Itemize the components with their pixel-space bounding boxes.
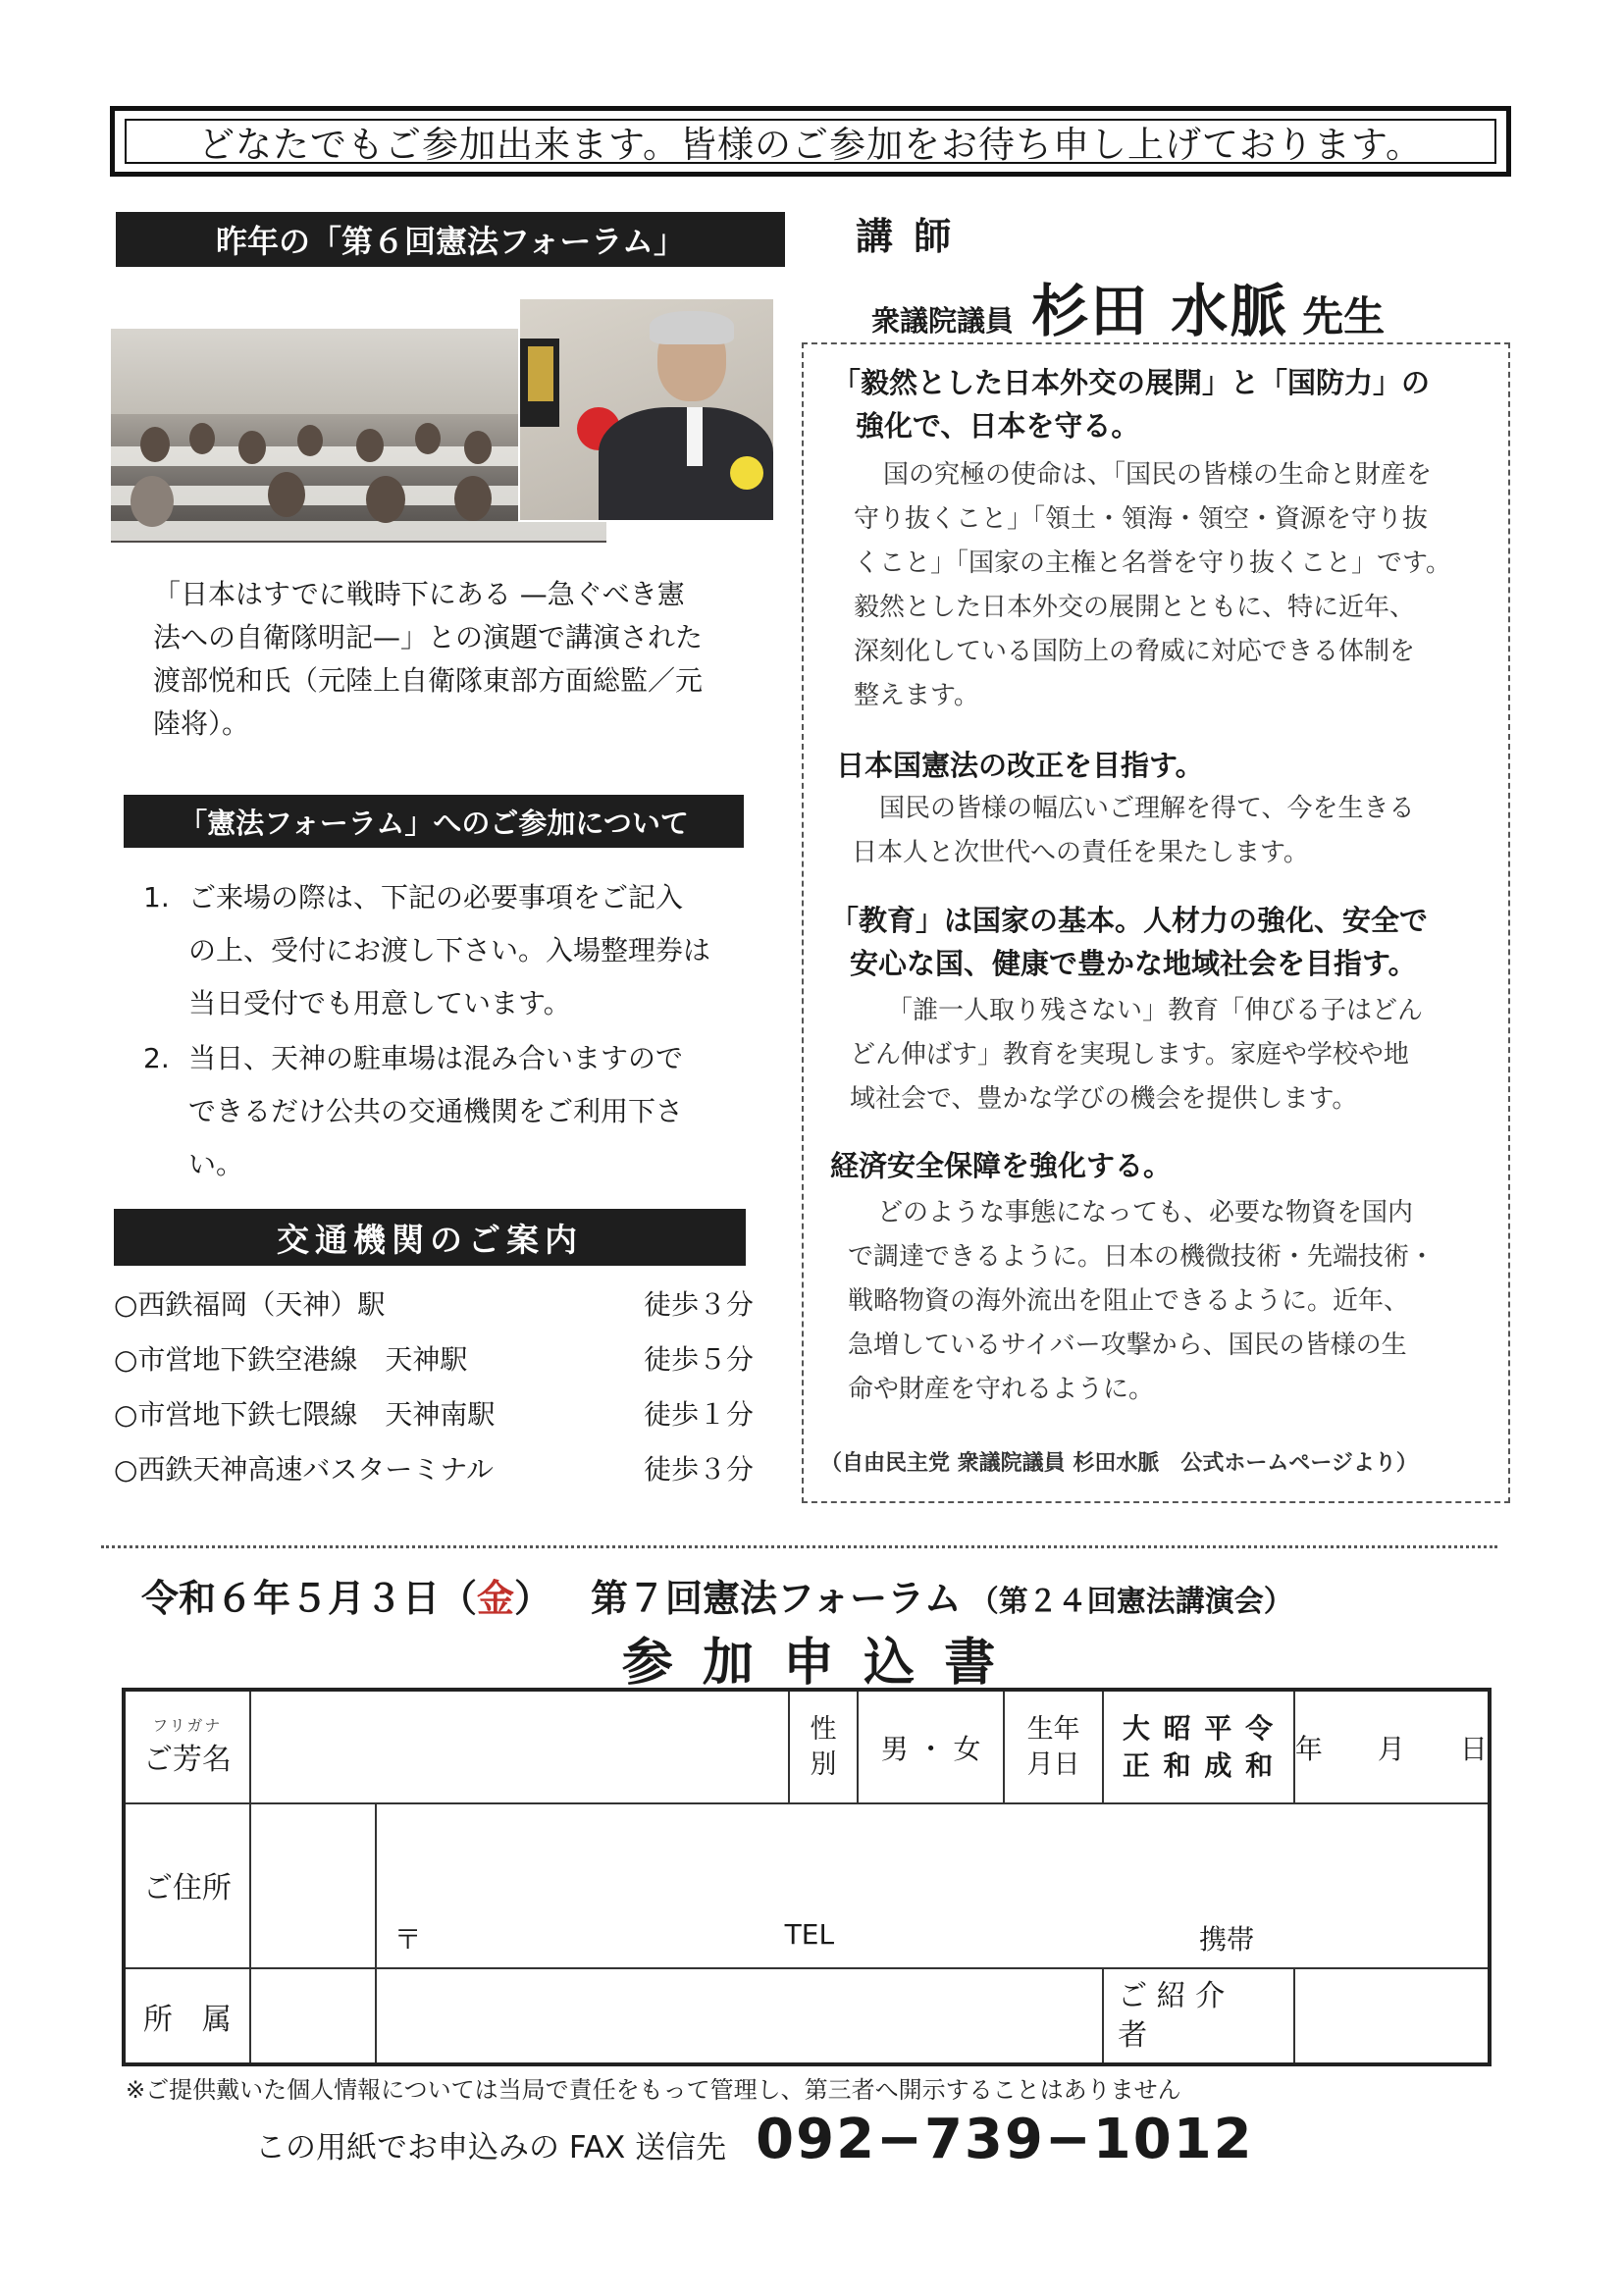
address-input-cell[interactable] [376,1803,1490,1968]
sex-label: 性 [810,1713,837,1745]
affiliation-label-cell [124,1968,250,2064]
fax-number: 092−739−1012 [756,2108,1254,2171]
policy-body-line: 「誰一人取り残さない」教育「伸びる子はどん [887,996,1424,1025]
policy-section [830,1144,1503,1412]
policy-body-line: どのような事態になっても、必要な物資を国内 [877,1198,1414,1227]
speaker-photo [518,297,775,522]
birthdate-cell[interactable] [1294,1690,1490,1803]
address-blank-cell[interactable] [250,1803,376,1968]
sex-options-cell[interactable] [858,1690,1004,1803]
event-subtitle: （第２４回憲法講演会） [969,1585,1293,1619]
participation-item [137,1032,785,1191]
affiliation-label: 所 属 [142,2002,232,2037]
fax-line [255,2108,1254,2171]
address-label: ご住所 [142,1871,232,1905]
policy-body-line: 毅然とした日本外交の展開とともに、特に近年、 [854,593,1416,622]
form-event-line [141,1568,1293,1622]
name-label-cell [124,1690,250,1803]
participation-title-bar [124,795,744,848]
walk-time: 徒歩５分 [643,1343,754,1376]
privacy-note: ※ご提供戴いた個人情報については当局で責任をもって管理し、第三者へ開示することはありません [126,2076,1181,2104]
event-date-pre: 令和６年５月３日（ [141,1576,478,1620]
policy-source: （自由民主党 衆議院議員 杉田水脈 公式ホームページより） [820,1451,1418,1476]
policy-body-line: で調達できるように。日本の機微技術・先端技術・ [848,1242,1436,1272]
transport-title-bar [114,1209,746,1266]
policy-body-line: 戦略物資の海外流出を阻止できるように。近年、 [848,1286,1410,1316]
policy-body-line: 深刻化している国防上の脅威に対応できる体制を [854,637,1416,666]
station-name: ○市営地下鉄空港線 天神駅 [114,1343,468,1376]
caption-line: 渡部悦和氏（元陸上自衛隊東部方面総監／元 [153,664,704,697]
speaker-honorific: 先生 [1302,292,1386,340]
item-number: 1. [143,881,170,913]
referrer-input-cell[interactable] [1294,1968,1490,2064]
policy-section [832,361,1499,718]
transport-item [114,1278,761,1332]
item-line: の上、受付にお渡し下さい。入場整理券は [188,934,711,966]
speaker-name: 杉田 水脈 [1031,278,1289,344]
era-options-cell[interactable] [1103,1690,1294,1803]
name-label: ご芳名 [142,1742,232,1777]
address-label-cell [124,1803,250,1968]
era-options[interactable]: 大 昭 平 令 [1122,1711,1276,1745]
policy-body-line: 命や財産を守れるように。 [848,1375,1155,1404]
speaker-heading [871,265,1385,347]
section-divider [101,1545,1497,1548]
birth-label: 月日 [1026,1748,1080,1780]
tel-label: TEL [784,1918,835,1951]
event-date-post: ） [514,1576,552,1620]
policy-body-line: くこと」「国家の主権と名誉を守り抜くこと」です。 [854,548,1451,578]
policy-heading: 日本国憲法の改正を目指す。 [836,749,1204,782]
transport-title: 交通機関のご案内 [277,1220,583,1259]
speaker-label: 講 師 [856,215,956,258]
item-line: 当日受付でも用意しています。 [188,987,571,1019]
walk-time: 徒歩３分 [643,1453,754,1486]
policy-body-line: 守り抜くこと」「領土・領海・領空・資源を守り抜 [854,504,1429,534]
station-name: ○西鉄天神高速バスターミナル [114,1453,495,1486]
transport-list [114,1278,761,1497]
birthdate-ymd: 年 月 日 [1294,1732,1488,1765]
furigana-label: フリガナ [152,1715,223,1735]
policy-section [836,744,1503,875]
policy-heading: 経済安全保障を強化する。 [830,1149,1173,1182]
transport-item [114,1387,761,1442]
last-year-title-bar [116,212,785,267]
transport-item [114,1442,761,1497]
application-form [122,1688,1492,2066]
policy-body-line: 整えます。 [854,681,979,710]
top-banner [110,106,1511,177]
speaker-role: 衆議院議員 [871,304,1015,338]
item-number: 2. [143,1042,170,1074]
walk-time: 徒歩３分 [643,1288,754,1321]
referrer-label-cell [1103,1968,1294,2064]
sex-options[interactable]: 男 ・ 女 [880,1732,981,1765]
station-name: ○市営地下鉄七隈線 天神南駅 [114,1398,496,1431]
policy-heading: 強化で、日本を守る。 [856,409,1140,443]
policy-body-line: 国民の皆様の幅広いご理解を得て、今を生きる [879,794,1415,823]
era-options[interactable]: 正 和 成 和 [1122,1748,1276,1782]
participation-list [137,871,785,1191]
affiliation-blank-cell[interactable] [250,1968,376,2064]
walk-time: 徒歩１分 [643,1398,754,1431]
item-line: い。 [188,1148,244,1180]
last-year-title: 昨年の「第６回憲法フォーラム」 [215,223,686,260]
mobile-label: 携帯 [1199,1923,1255,1956]
postal-mark: 〒 [393,1923,422,1956]
last-year-caption [153,573,781,746]
affiliation-input-cell[interactable] [376,1968,1103,2064]
fax-label: この用紙でお申込みの FAX 送信先 [255,2130,727,2166]
policy-heading: 「毅然とした日本外交の展開」と「国防力」の [832,366,1431,399]
policy-body-line: どん伸ばす」教育を実現します。家庭や学校や地 [850,1040,1409,1070]
event-name: 第７回憲法フォーラム [591,1576,962,1620]
policy-section [830,899,1503,1122]
item-line: できるだけ公共の交通機関をご利用下さ [188,1095,684,1127]
policy-heading: 「教育」は国家の基本。人材力の強化、安全で [830,904,1429,937]
sex-label: 別 [810,1748,837,1780]
item-line: ご来場の際は、下記の必要事項をご記入 [188,881,684,913]
caption-line: 「日本はすでに戦時下にある —急ぐべき憲 [153,578,685,610]
referrer-label: 者 [1118,2017,1148,2053]
sex-label-cell [789,1690,858,1803]
birth-label: 生年 [1026,1713,1080,1745]
caption-line: 法への自衛隊明記—」との演題で講演された [153,621,704,653]
policy-heading: 安心な国、健康で豊かな地域社会を目指す。 [850,947,1417,980]
station-name: ○西鉄福岡（天神）駅 [114,1288,386,1321]
banner-text: どなたでもご参加出来ます。皆様のご参加をお待ち申し上げております。 [197,124,1424,166]
form-title: 参 加 申 込 書 [621,1633,1002,1693]
caption-line: 陸将）。 [153,707,250,740]
transport-item [114,1332,761,1387]
birth-label-cell [1004,1690,1103,1803]
event-date-day: 金 [477,1576,515,1620]
policy-body-line: 国の究極の使命は、「国民の皆様の生命と財産を [883,460,1433,490]
policy-body-line: 域社会で、豊かな学びの機会を提供します。 [850,1084,1358,1114]
name-input-cell[interactable] [250,1690,789,1803]
policy-body-line: 日本人と次世代への責任を果たします。 [852,838,1309,867]
participation-item [137,871,785,1030]
referrer-label: ご 紹 介 [1118,1978,1226,2013]
item-line: 当日、天神の駐車場は混み合いますので [188,1042,684,1074]
policy-body-line: 急増しているサイバー攻撃から、国民の皆様の生 [848,1331,1407,1360]
participation-title: 「憲法フォーラム」へのご参加について [179,806,689,840]
